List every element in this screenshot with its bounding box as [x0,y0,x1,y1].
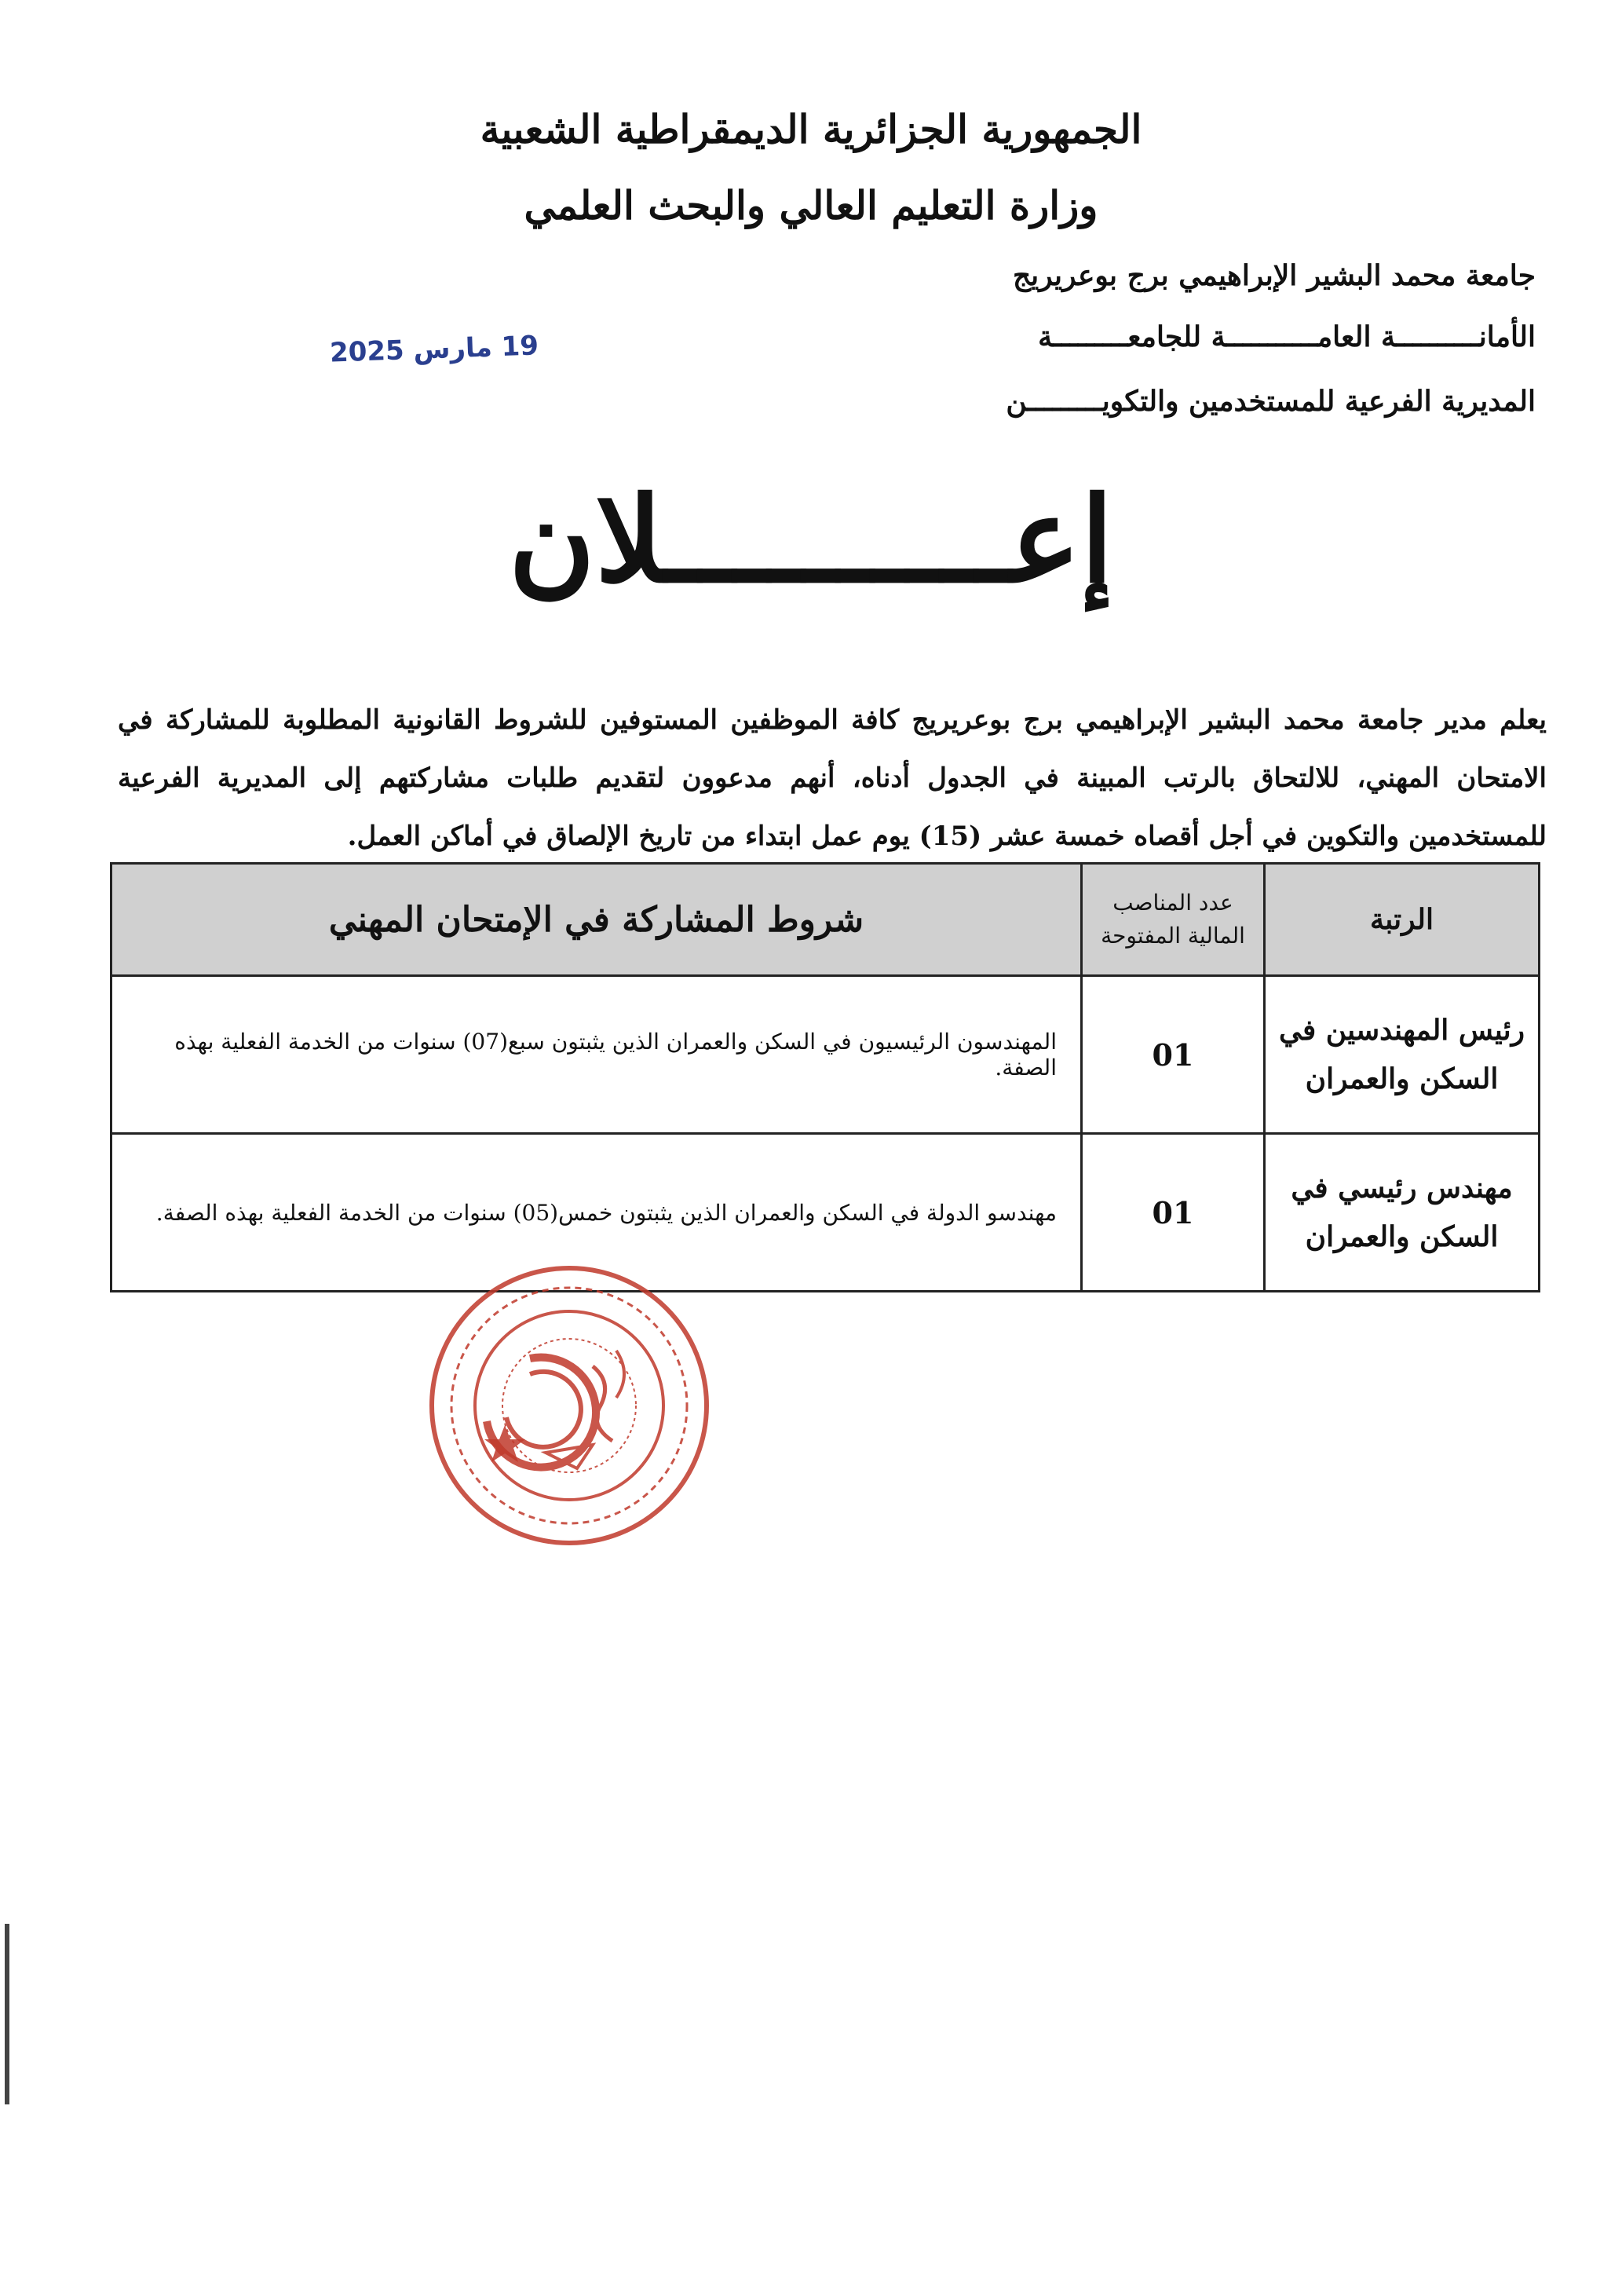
announcement-title: إعــــــــــلان [508,471,1114,609]
exam-table [110,862,1540,1292]
header-conditions: شروط المشاركة في الإمتحان المهني [111,864,1082,976]
row-conditions: مهندسو الدولة في السكن والعمران الذين يثبتون خمس(05) سنوات من الخدمة الفعلية بهذه الصفة. [111,1134,1082,1292]
date-stamp: 19 مارس 2025 [329,330,539,369]
header-rank: الرتبة [1265,864,1540,976]
table-header-row [111,864,1540,976]
republic-heading: الجمهورية الجزائرية الديمقراطية الشعبية [480,106,1142,152]
ministry-heading: وزارة التعليم العالي والبحث العلمي [524,182,1098,229]
table-row [111,1134,1540,1292]
row-rank: مهندس رئيسي في السكن والعمران [1265,1134,1540,1292]
row-conditions: المهندسون الرئيسيون في السكن والعمران الذين يثبتون سبع(07) سنوات من الخدمة الفعلية بهذه الصفة. [111,976,1082,1134]
general-secretariat: الأمانــــــــــة العامـــــــــــة للجامعـــــــــة [1038,320,1536,353]
official-seal-icon [412,1256,726,1555]
announcement-body: يعلم مدير جامعة محمد البشير الإبراهيمي برج بوعريريج كافة الموظفين المستوفين للشروط القانونية المطلوبة للمشاركة في الامتحان المهني، للالتحاق بالرتب المبينة في الجدول أدناه، أنهم مدعوون لتقديم طلبات مشاركتهم إلى المديرية الفرعية للمستخدمين والتكوين في أجل أقصاه خمسة عشر (15) يوم عمل ابتداء من تاريخ الإلصاق في أماكن العمل. [118,704,1547,852]
row-positions: 01 [1082,1134,1265,1292]
row-rank: رئيس المهندسين في السكن والعمران [1265,976,1540,1134]
sub-directorate: المديرية الفرعية للمستخدمين والتكويـــــــــن [1006,385,1536,418]
row-positions: 01 [1082,976,1265,1134]
table-row [111,976,1540,1134]
university-name: جامعة محمد البشير الإبراهيمي برج بوعريريج [1012,259,1536,292]
header-positions: عدد المناصب المالية المفتوحة [1082,864,1265,976]
margin-mark [5,1924,9,2104]
